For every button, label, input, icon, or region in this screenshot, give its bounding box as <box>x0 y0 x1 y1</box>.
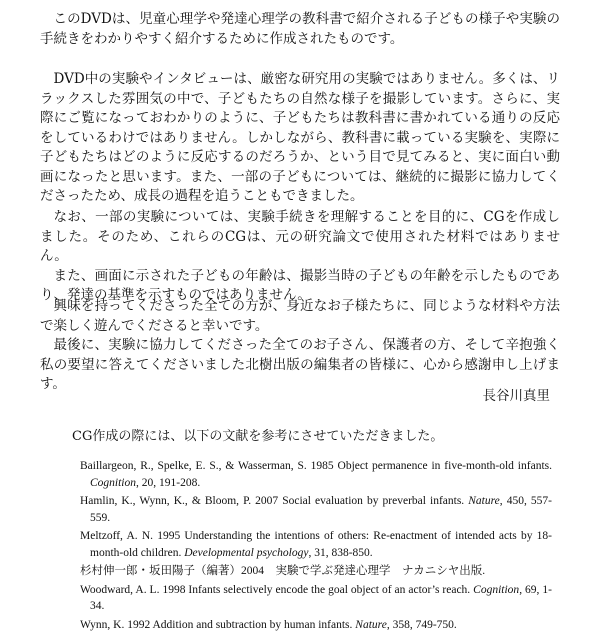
reference-item <box>80 528 552 561</box>
paragraph-purpose: このDVDは、児童心理学や発達心理学の教科書で紹介される子どもの様子や実験の手続きをわかりやすく紹介するために作成されたものです。 <box>40 11 560 47</box>
paragraph-cg-note: なお、一部の実験については、実験手続きを理解することを目的に、CGを作成しました。そのため、これらのCGは、元の研究論文で使用された材料ではありません。 <box>40 209 560 264</box>
reference-volume-pages: , 450, 557-559. <box>90 495 552 524</box>
reference-journal: Cognition <box>473 583 520 596</box>
reference-journal: Nature <box>468 495 500 507</box>
reference-item <box>80 617 552 634</box>
reference-volume-pages: , 358, 749-750. <box>386 618 457 631</box>
reference-item <box>80 563 552 580</box>
reference-text: Meltzoff, A. N. 1995 Understanding the intentions of others: Re-enactment of intended acts by 18-month-old children. <box>80 530 552 559</box>
paragraph-age-note: また、画面に示された子どもの年齢は、撮影当時の子どもの年齢を示したものであり、発達の基準を示すものではありません。 <box>40 267 560 303</box>
reference-text: Wynn, K. 1992 Addition and subtraction by human infants. <box>80 618 356 631</box>
notes-block <box>40 208 560 306</box>
reference-volume-pages: , 20, 191-208. <box>136 476 201 489</box>
paragraph-hope: 興味を持ってくださった全ての方が、身近なお子様たちに、同じような材料や方法で楽しく遊んでくださると幸いです。 <box>40 298 560 334</box>
reference-text: Hamlin, K., Wynn, K., & Bloom, P. 2007 Social evaluation by preverbal infants. <box>80 495 469 507</box>
experiments-block <box>40 70 560 207</box>
reference-journal: Developmental psychology <box>184 546 309 559</box>
thanks-block <box>40 297 560 395</box>
reference-text: 杉村伸一郎・坂田陽子（編著）2004 実験で学ぶ発達心理学 ナカニシヤ出版. <box>80 565 486 577</box>
paragraph-thanks: 最後に、実験に協力してくださった全てのお子さん、保護者の方、そして辛抱強く私の要望に答えてくださいました北樹出版の編集者の皆様に、心から感謝申し上げます。 <box>40 337 560 392</box>
reference-text: Baillargeon, R., Spelke, E. S., & Wasserman, S. 1985 Object permanence in five-month-old infants. <box>80 460 552 472</box>
reference-text: Woodward, A. L. 1998 Infants selectively encode the goal object of an actor’s reach. <box>80 583 474 596</box>
reference-volume-pages: , 69, 1-34. <box>90 583 552 612</box>
reference-journal: Nature <box>355 618 387 631</box>
reference-item <box>80 582 552 615</box>
reference-journal: Cognition <box>90 476 137 489</box>
reference-list <box>80 458 552 635</box>
references-intro: CG作成の際には、以下の文献を参考にさせていただきました。 <box>72 429 444 444</box>
reference-item <box>80 458 552 491</box>
reference-item <box>80 493 552 526</box>
author-signature: 長谷川真里 <box>482 388 550 404</box>
intro-block <box>40 10 560 49</box>
paragraph-experiments: DVD中の実験やインタビューは、厳密な研究用の実験ではありません。多くは、リラックスした雰囲気の中で、子どもたちの自然な様子を撮影しています。さらに、実際にご覧になっておわかりのように、子どもたちは教科書に書かれている通りの反応をしているわけではありません。しかしながら、教科書に載っている実験を、実際に子どもたちはどのように反応するのだろうか、という目で見てみると、実に面白い動画になったと思います。また、一部の子どもについては、継続的に撮影に協力してくださったため、成長の過程を追うこともできました。 <box>40 71 560 204</box>
reference-volume-pages: , 31, 838-850. <box>308 546 373 559</box>
